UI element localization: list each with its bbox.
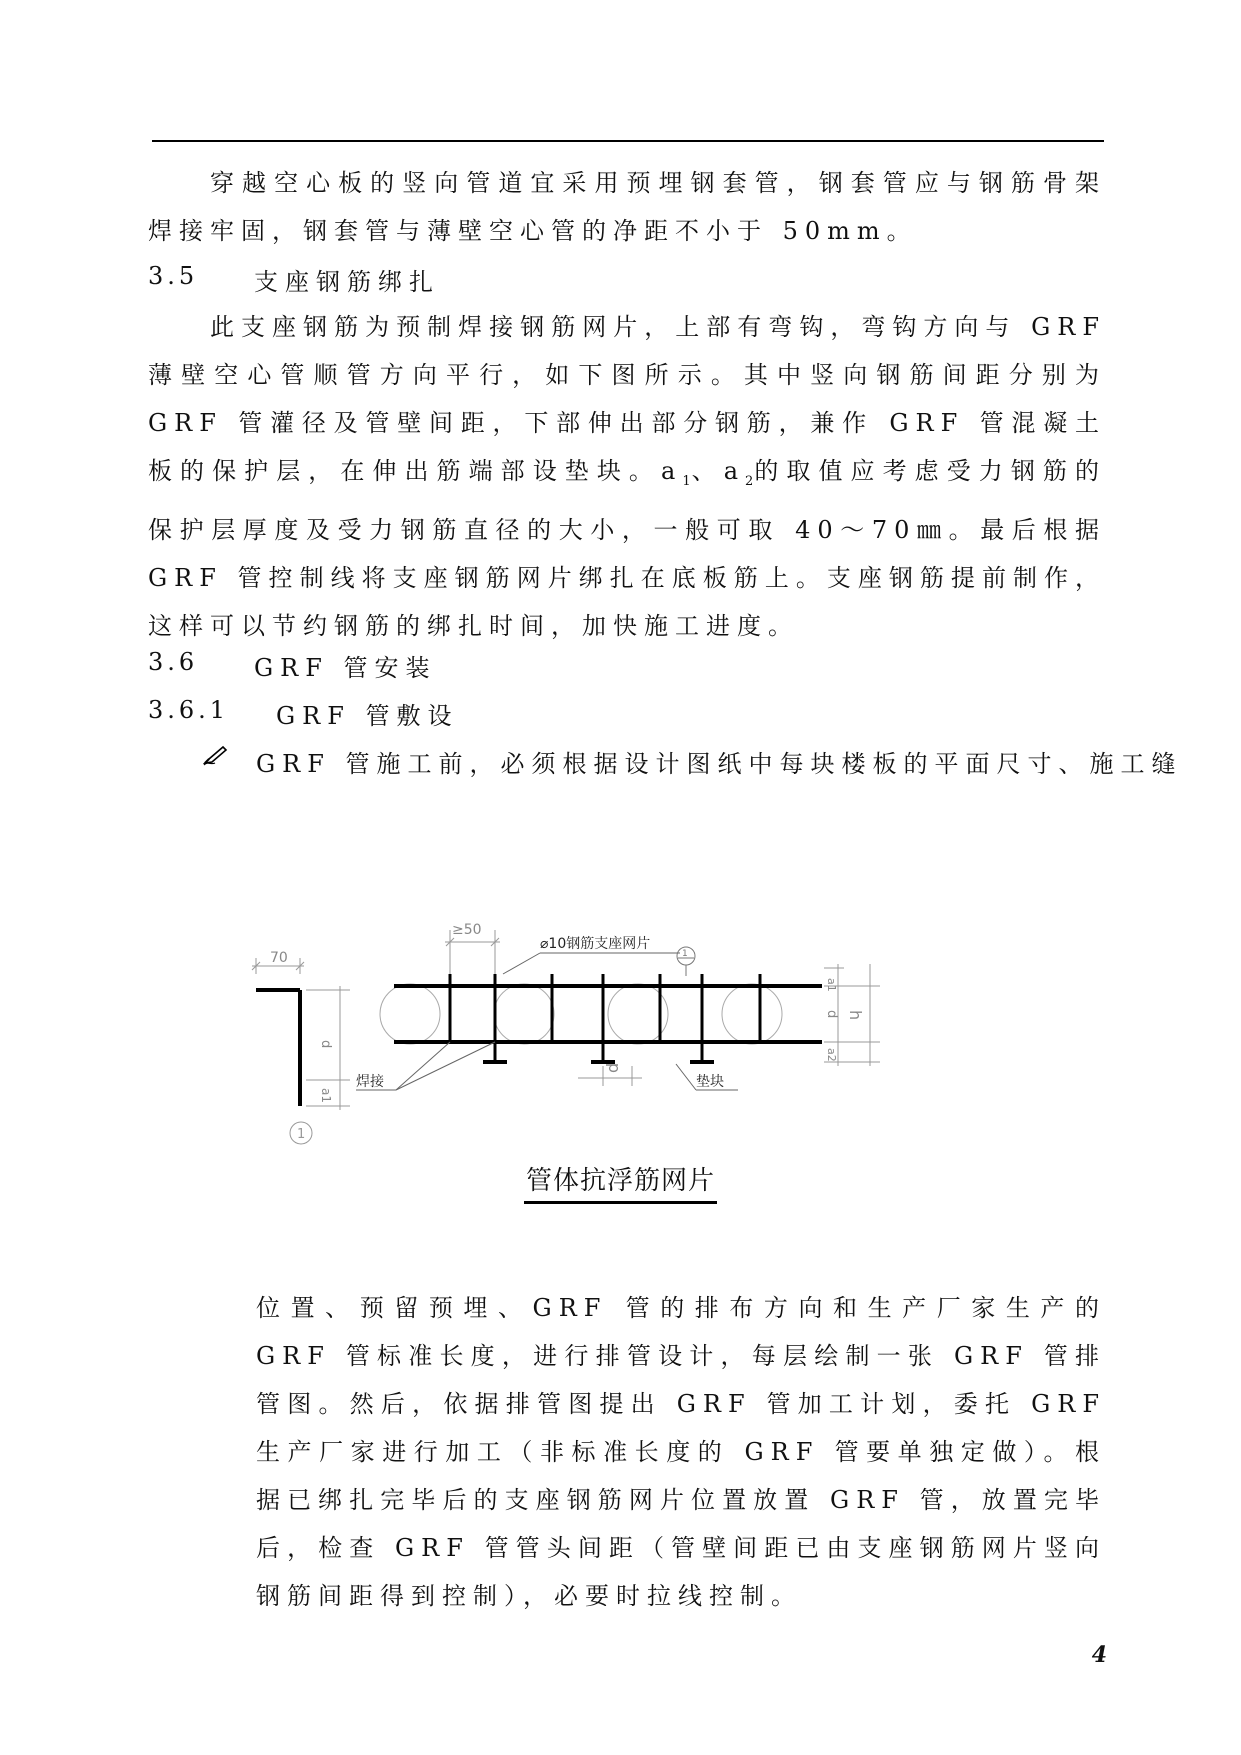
pen-bullet-icon [203, 744, 229, 766]
page-number: 4 [1091, 1642, 1107, 1668]
dim-a1-label-right: a1 [825, 978, 838, 992]
dim-70-label: 70 [270, 950, 288, 966]
section-3-6-title: GRF 管安装 [254, 654, 437, 682]
dim-a2-label-right: a2 [825, 1048, 838, 1062]
weld-label: 焊接 [356, 1074, 384, 1090]
a2-symbol: $a_2$ [723, 457, 754, 489]
section-3-6-1-title: GRF 管敷设 [276, 702, 459, 730]
mesh-label: ⌀10钢筋支座网片 [540, 936, 651, 952]
dim-a1-label-hook: a1 [319, 1088, 333, 1103]
dim-d-label-hook: d [318, 1040, 333, 1049]
figure-caption: 管体抗浮筋网片 [0, 1160, 1241, 1204]
a1-symbol: $a_1$ [661, 457, 691, 489]
header-rule [152, 140, 1104, 142]
rebar-mesh-figure [240, 890, 940, 1150]
detail-marker-1: 1 [297, 1127, 306, 1142]
dim-d-label-mesh: d [603, 1062, 622, 1073]
a-separator: 、 [690, 457, 724, 485]
pipe-circles [380, 984, 782, 1044]
support-rebar-text-1: 此支座钢筋为预制焊接钢筋网片，上部有弯钩，弯钩方向与 GRF 薄壁空心管顺管方向平行，如下图所示。其中竖向钢筋间距分别为 GRF 管灌径及管壁间距，下部伸出部分钢筋，兼作 GRF 管混凝土板的保护层，在伸出筋端部设垫块。 [148, 313, 1106, 485]
paragraph-pipe-layout: 位置、预留预埋、GRF 管的排布方向和生产厂家生产的 GRF 管标准长度，进行排管设计，每层绘制一张 GRF 管排管图。然后，依据排管图提出 GRF 管加工计划，委托 GRF 生产厂家进行加工（非标准长度的 GRF 管要单独定做）。根据已绑扎完毕后的支座钢筋网片位置放置 GRF 管，放置完毕后，检查 GRF 管管头间距（管壁间距已由支座钢筋网片竖向钢筋间距得到控制），必要时拉线控制。 [256, 1294, 1106, 1610]
paragraph-support-rebar [148, 303, 1106, 650]
paragraph-sleeve-pipes: 穿越空心板的竖向管道宜采用预埋钢套管，钢套管应与钢筋骨架焊接牢固，钢套管与薄壁空心管的净距不小于 50mm。 [148, 169, 1106, 245]
dim-d-label-right: d [824, 1010, 839, 1019]
pad-label: 垫块 [696, 1074, 724, 1090]
dim-h-label: h [846, 1010, 865, 1021]
section-marker-1: 1 [682, 949, 688, 959]
section-3-5-title: 支座钢筋绑扎 [254, 268, 440, 296]
support-rebar-text-2: 的取值应考虑受力钢筋的保护层厚度及受力钢筋直径的大小，一般可取 40～70㎜。最后根据 GRF 管控制线将支座钢筋网片绑扎在底板筋上。支座钢筋提前制作，这样可以节约钢筋的绑扎时间，加快施工进度。 [148, 457, 1106, 640]
hook-detail [252, 950, 350, 1144]
section-3-5-number: 3.5 [148, 262, 199, 290]
dim-ge50-label: ≥50 [452, 922, 482, 938]
section-3-6-1-number: 3.6.1 [148, 696, 230, 724]
bullet-line-text: GRF 管施工前，必须根据设计图纸中每块楼板的平面尺寸、施工缝 [256, 750, 1183, 778]
section-3-6-number: 3.6 [148, 648, 199, 676]
